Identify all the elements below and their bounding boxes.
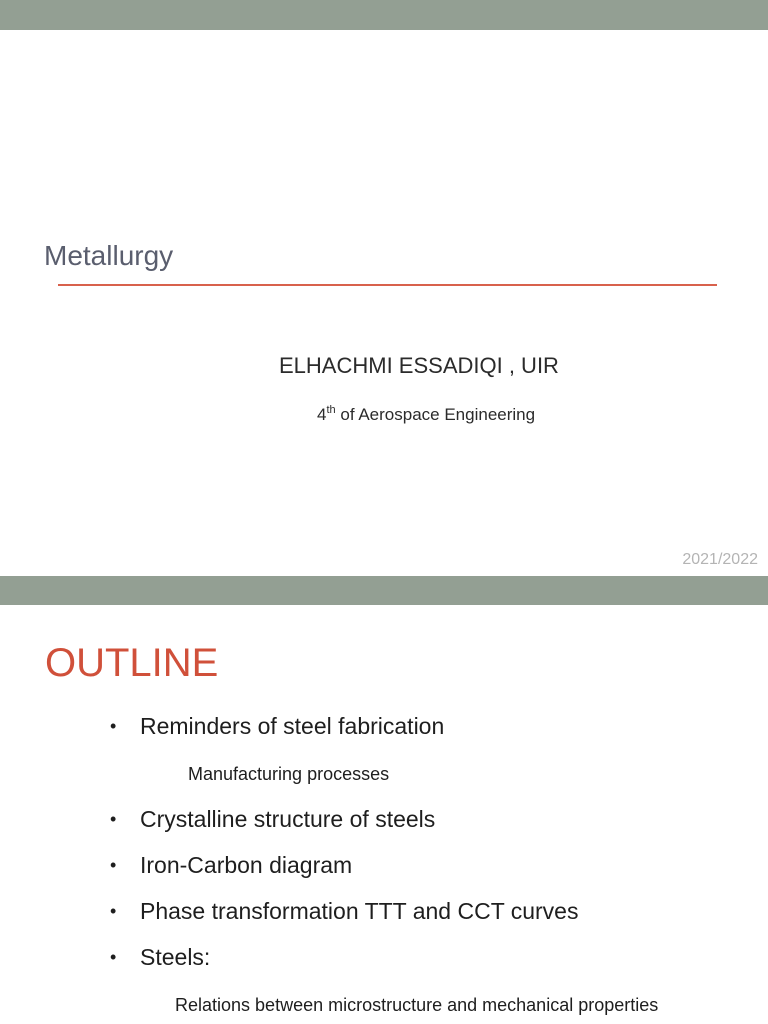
program-text: of Aerospace Engineering bbox=[335, 405, 536, 424]
bullet-icon: • bbox=[110, 809, 117, 829]
outline-item-steels bbox=[110, 944, 210, 971]
bullet-icon: • bbox=[110, 716, 117, 736]
outline-item-label: Crystalline structure of steels bbox=[140, 806, 436, 832]
outline-subitem-microstructure: Relations between microstructure and mechanical properties bbox=[175, 995, 659, 1015]
outline-item-steel-fabrication bbox=[110, 713, 444, 740]
outline-item-iron-carbon bbox=[110, 852, 352, 879]
top-band bbox=[0, 0, 768, 30]
outline-item-label: Iron-Carbon diagram bbox=[140, 852, 353, 878]
slide-title: Metallurgy bbox=[44, 240, 174, 271]
outline-item-label: Steels: bbox=[140, 944, 211, 970]
title-underline bbox=[58, 284, 717, 286]
slide-divider-band bbox=[0, 576, 768, 605]
program-number: 4 bbox=[317, 405, 327, 424]
outline-slide bbox=[0, 605, 768, 1024]
outline-title: OUTLINE bbox=[45, 641, 219, 685]
outline-subitem-manufacturing: Manufacturing processes bbox=[188, 764, 390, 784]
program-line bbox=[317, 405, 535, 425]
author-line: ELHACHMI ESSADIQI , UIR bbox=[279, 353, 559, 378]
academic-year: 2021/2022 bbox=[682, 551, 758, 568]
bullet-icon: • bbox=[110, 901, 117, 921]
outline-item-crystalline bbox=[110, 806, 435, 833]
outline-item-phase-transformation bbox=[110, 898, 578, 925]
bullet-icon: • bbox=[110, 947, 117, 967]
outline-item-label: Reminders of steel fabrication bbox=[140, 713, 445, 739]
program-superscript: th bbox=[326, 404, 336, 416]
bullet-icon: • bbox=[110, 855, 117, 875]
title-slide bbox=[0, 30, 768, 576]
outline-item-label: Phase transformation TTT and CCT curves bbox=[140, 898, 579, 924]
